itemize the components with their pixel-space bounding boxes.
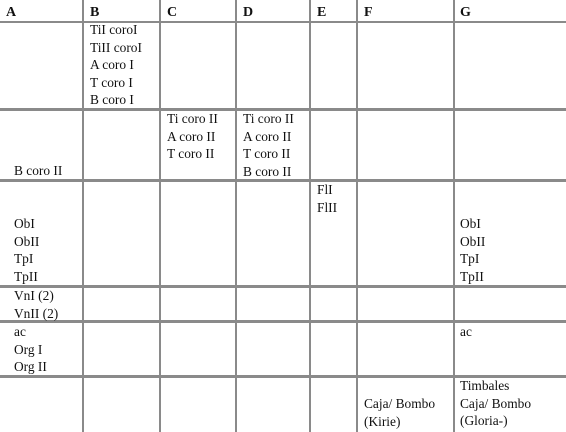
cell-line: T coro II [243, 146, 291, 161]
cell-line: (Kirie) [364, 413, 401, 429]
cell-line: ObII [460, 233, 486, 249]
cell-line: TiI coroI [90, 22, 138, 37]
table-cell-row5-a [14, 323, 47, 376]
cell-line: B coro II [243, 163, 292, 179]
cell-line: TiII coroI [90, 39, 142, 55]
cell-line: TpI [460, 251, 480, 266]
table-cell-row3-e [317, 181, 337, 216]
table-cell-row6-g [460, 377, 531, 430]
column-divider [453, 0, 455, 432]
column-divider [356, 0, 358, 432]
table-cell-row2-d [243, 110, 294, 180]
table-cell-row3-a [14, 215, 39, 285]
cell-line: ObI [460, 216, 481, 231]
cell-line: T coro I [90, 74, 133, 90]
cell-line: Caja/ Bombo [460, 395, 532, 411]
column-header-f: F [364, 5, 373, 20]
table-cell-row5-g [460, 323, 472, 341]
cell-line: (Gloria-) [460, 413, 508, 428]
row-divider [0, 320, 566, 323]
cell-line: Ti coro II [167, 111, 218, 126]
cell-line: ObII [14, 233, 40, 249]
row-divider [0, 285, 566, 288]
cell-line: Org I [14, 341, 43, 357]
table-cell-row1-b [90, 21, 142, 109]
table-cell-row2-c [167, 110, 218, 163]
cell-line: TpI [14, 251, 34, 266]
table-cell-row2-a [14, 162, 62, 180]
column-divider [159, 0, 161, 432]
column-header-c: C [167, 5, 178, 20]
cell-line: A coro II [243, 128, 292, 144]
cell-line: TpII [14, 268, 38, 284]
column-divider [309, 0, 311, 432]
cell-line: B coro II [14, 163, 63, 178]
cell-line: Timbales [460, 378, 510, 393]
cell-line: ac [460, 324, 472, 339]
cell-line: FlII [317, 199, 338, 215]
column-header-e: E [317, 5, 327, 20]
column-header-a: A [6, 5, 17, 20]
cell-line: VnI (2) [14, 288, 54, 303]
cell-line: Ti coro II [243, 111, 294, 126]
table-cell-row6-f [364, 395, 435, 430]
column-header-b: B [90, 5, 100, 20]
table-cell-row3-g [460, 215, 485, 285]
cell-line: Caja/ Bombo [364, 396, 436, 411]
column-divider [82, 0, 84, 432]
cell-line: ac [14, 324, 26, 339]
cell-line: VnII (2) [14, 305, 59, 321]
cell-line: A coro II [167, 128, 216, 144]
table-cell-row4-a [14, 287, 58, 322]
column-divider [235, 0, 237, 432]
cell-line: FlI [317, 182, 333, 197]
cell-line: Org II [14, 359, 47, 374]
cell-line: B coro I [90, 92, 134, 107]
column-header-g: G [460, 5, 471, 20]
cell-line: TpII [460, 268, 484, 284]
cell-line: ObI [14, 216, 35, 231]
column-header-d: D [243, 5, 254, 20]
row-divider [0, 21, 566, 23]
cell-line: A coro I [90, 57, 134, 72]
cell-line: T coro II [167, 146, 215, 161]
